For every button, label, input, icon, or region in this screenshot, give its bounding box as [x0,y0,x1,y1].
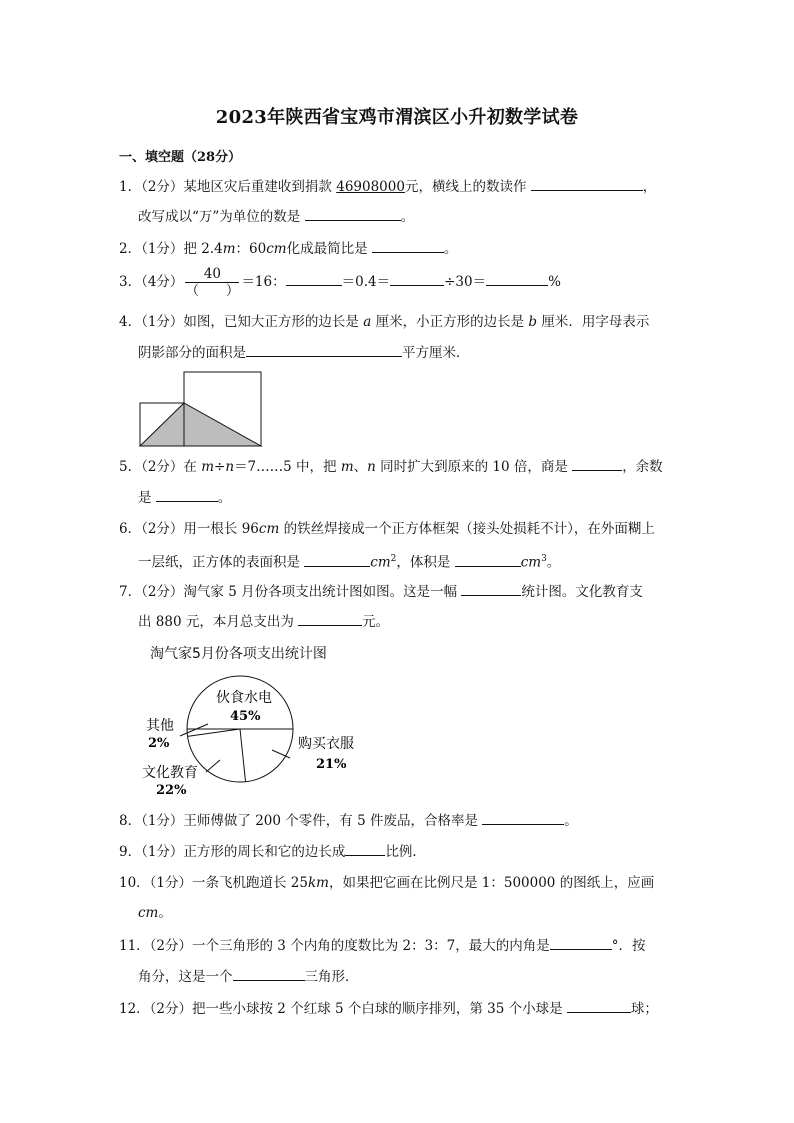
question-12: 12．（2分）把一些小球按 2 个红球 5 个白球的顺序排列，第 35 个小球是 球； [119,998,658,1019]
question-1: 1．（2分）某地区灾后重建收到捐款 46908000元，横线上的数读作 ， [119,176,656,197]
question-3: 3．（4分） $\frac{40}{( )}$ ＝16： ＝0.4＝ ÷30＝ % [119,266,561,299]
answer-blank[interactable] [455,552,521,567]
slice-value: 21% [316,757,347,772]
question-10-line-2: cm。 [138,905,172,921]
answer-blank[interactable] [246,342,402,357]
question-6-line-2: 一层纸，正方体的表面积是 $cm^2$，体积是 $cm^3$。 [138,549,560,573]
leader-line [272,750,290,758]
answer-blank[interactable] [461,581,521,596]
question-1-line-2: 改写成以“万”为单位的数是 。 [138,206,414,227]
question-2: 2．（1分）把 2.4m：60cm化成最简比是 。 [119,238,457,259]
question-5: 5．（2分）在 m÷n＝7……5 中，把 m、n 同时扩大到原来的 10 倍，商是 ，余数 [119,456,663,477]
answer-blank[interactable] [572,456,622,471]
section-heading: 一、填空题（28分） [119,150,242,165]
answer-blank[interactable] [298,611,362,626]
answer-blank[interactable] [305,206,401,221]
answer-blank[interactable] [156,487,218,502]
slice-label: 其他 [146,718,174,734]
question-10: 10．（1分）一条飞机跑道长 25km，如果把它画在比例尺是 1：500000 的图纸上，应画 [119,875,655,891]
answer-blank[interactable] [286,271,342,286]
question-11: 11．（2分）一个三角形的 3 个内角的度数比为 2：3：7，最大的内角是 °．按 [119,935,646,956]
answer-blank[interactable] [304,552,370,567]
leader-line [206,760,220,772]
answer-blank[interactable] [390,271,444,286]
pie-slice-boundary [188,729,240,736]
chart-title: 淘气家5月份各项支出统计图 [150,646,327,662]
question-7: 7．（2分）淘气家 5 月份各项支出统计图如图。这是一幅 统计图。文化教育支 [119,581,643,602]
slice-label: 伙食水电 [216,690,272,706]
question-9: 9．（1分）正方形的周长和它的边长成 比例． [119,841,426,862]
answer-blank[interactable] [233,966,305,981]
pie-chart [130,672,354,804]
exam-title: 2023年陕西省宝鸡市渭滨区小升初数学试卷 [215,107,579,128]
shaded-triangle [140,403,261,446]
answer-blank[interactable] [486,271,548,286]
answer-blank[interactable] [550,935,612,950]
answer-blank[interactable] [345,841,385,856]
question-11-line-2: 角分，这是一个 三角形． [138,966,359,987]
squares-figure [138,370,264,448]
slice-value: 22% [156,783,187,798]
slice-value: 45% [230,709,261,724]
question-6: 6．（2分）用一根长 96cm 的铁丝焊接成一个正方体框架（接头处损耗不计），在外面糊上 [119,521,655,537]
slice-label: 购买衣服 [298,736,354,752]
answer-blank[interactable] [482,810,564,825]
slice-label: 文化教育 [142,765,198,781]
slice-value: 2% [148,736,170,751]
question-7-line-2: 出 880 元，本月总支出为 元。 [138,611,389,632]
question-4-line-2: 阴影部分的面积是 平方厘米． [138,342,470,363]
answer-blank[interactable] [567,998,631,1013]
question-4: 4．（1分）如图，已知大正方形的边长是 a 厘米，小正方形的边长是 b 厘米．用字母表示 [119,314,650,330]
question-5-line-2: 是 。 [138,487,231,508]
donation-amount: 46908000 [336,179,405,195]
answer-blank[interactable] [372,238,444,253]
question-8: 8．（1分）王师傅做了 200 个零件，有 5 件废品，合格率是 。 [119,810,578,831]
pie-slice-boundary [240,729,246,782]
fraction: $\frac{40}{( )}$ [185,266,240,299]
answer-blank[interactable] [531,176,643,191]
